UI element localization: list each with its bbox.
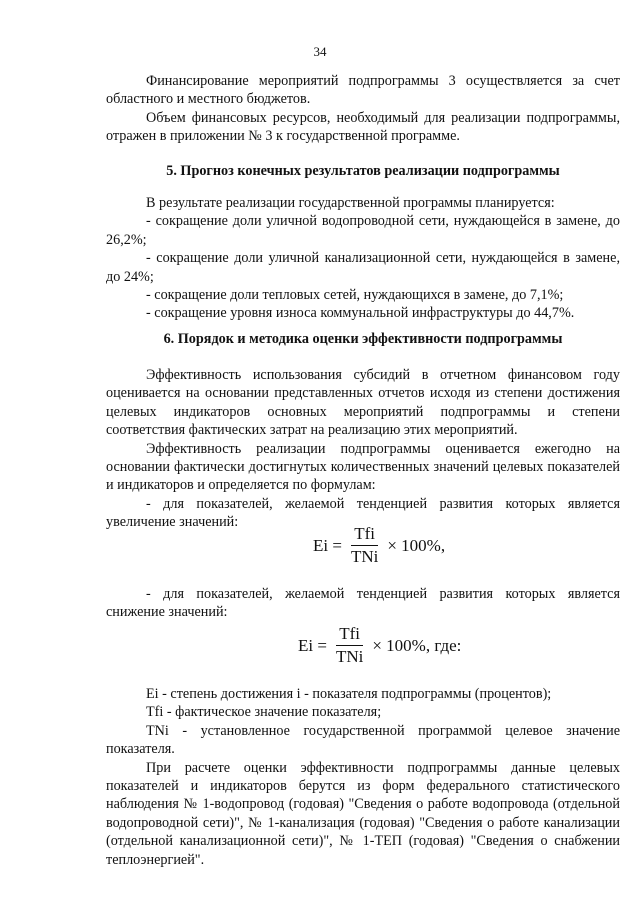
intro-paragraph-2: Объем финансовых ресурсов, необходимый для реализации подпрограммы, отражен в приложении № 3 к государственной программе.	[106, 109, 620, 145]
section-5-item-4: - сокращение уровня износа коммунальной инфраструктуры до 44,7%.	[146, 305, 575, 322]
formula-2-numerator: Tfi	[336, 624, 363, 646]
formula-1-denominator: TNi	[350, 547, 379, 566]
section-5-item-3: - сокращение доли тепловых сетей, нуждающихся в замене, до 7,1%;	[146, 287, 564, 304]
section-6-paragraph-4: - для показателей, желаемой тенденцией развития которых является снижение значений:	[106, 586, 620, 621]
formula-1-lhs: Ei =	[313, 535, 342, 555]
formula-decrease	[298, 624, 461, 667]
section-6-body-bottom	[106, 685, 620, 869]
definition-tfi: Tfi - фактическое значение показателя;	[146, 704, 382, 721]
section-5-heading: 5. Прогноз конечных результатов реализации подпрограммы	[166, 163, 560, 179]
formula-1-rhs: × 100%,	[387, 535, 446, 555]
section-5-body	[106, 194, 620, 323]
formula-1-fraction	[348, 524, 381, 567]
formula-2-lhs: Ei =	[298, 635, 327, 655]
formula-2-rhs: × 100%, где:	[372, 635, 462, 655]
section-5-item-1: - сокращение доли уличной водопроводной сети, нуждающейся в замене, до 26,2%;	[106, 213, 620, 248]
intro-paragraph-1: Финансирование мероприятий подпрограммы 3 осуществляется за счет областного и местного бюджетов.	[106, 73, 620, 108]
section-6-body-top	[106, 366, 620, 532]
section-6-paragraph-2: Эффективность реализации подпрограммы оценивается ежегодно на основании фактически достигнутых количественных значений целевых показателей и индикаторов и определяется по формулам:	[106, 440, 620, 494]
definition-tni: TNi - установленное государственной программой целевое значение показателя.	[106, 722, 620, 758]
section-6-heading: 6. Порядок и методика оценки эффективности подпрограммы	[163, 331, 563, 347]
section-5-lead: В результате реализации государственной программы планируется:	[146, 195, 555, 211]
section-6-body-mid	[106, 585, 620, 622]
definition-ei: Ei - степень достижения i - показателя подпрограммы (процентов);	[146, 686, 552, 702]
formula-increase	[313, 524, 445, 567]
intro-block	[106, 72, 620, 146]
formula-1-numerator: Tfi	[351, 524, 378, 546]
section-6-paragraph-5: При расчете оценки эффективности подпрограммы данные целевых показателей и индикаторов берутся из форм федерального статистического наблюдения № 1-водопровод (годовая) "Сведения о работе водопровода (отдельной водопроводной сети)", № 1-канализация (годовая) "Сведения о работе канализации (отдельной канализационной сети)", № 1-ТЕП (годовая) "Сведения о снабжении теплоэнергией".	[106, 759, 620, 868]
section-6-paragraph-1: Эффективность использования субсидий в отчетном финансовом году оценивается на основании представленных отчетов исходя из степени достижения целевых индикаторов основных мероприятий подпрограммы и степени соответствия фактических затрат на реализацию этих мероприятий.	[106, 367, 620, 439]
formula-2-denominator: TNi	[335, 647, 364, 666]
page-number: 34	[313, 44, 327, 59]
section-5-item-2: - сокращение доли уличной канализационной сети, нуждающейся в замене, до 24%;	[106, 250, 620, 285]
section-6-paragraph-3: - для показателей, желаемой тенденцией развития которых является увеличение значений:	[106, 495, 620, 531]
formula-2-fraction	[333, 624, 366, 667]
